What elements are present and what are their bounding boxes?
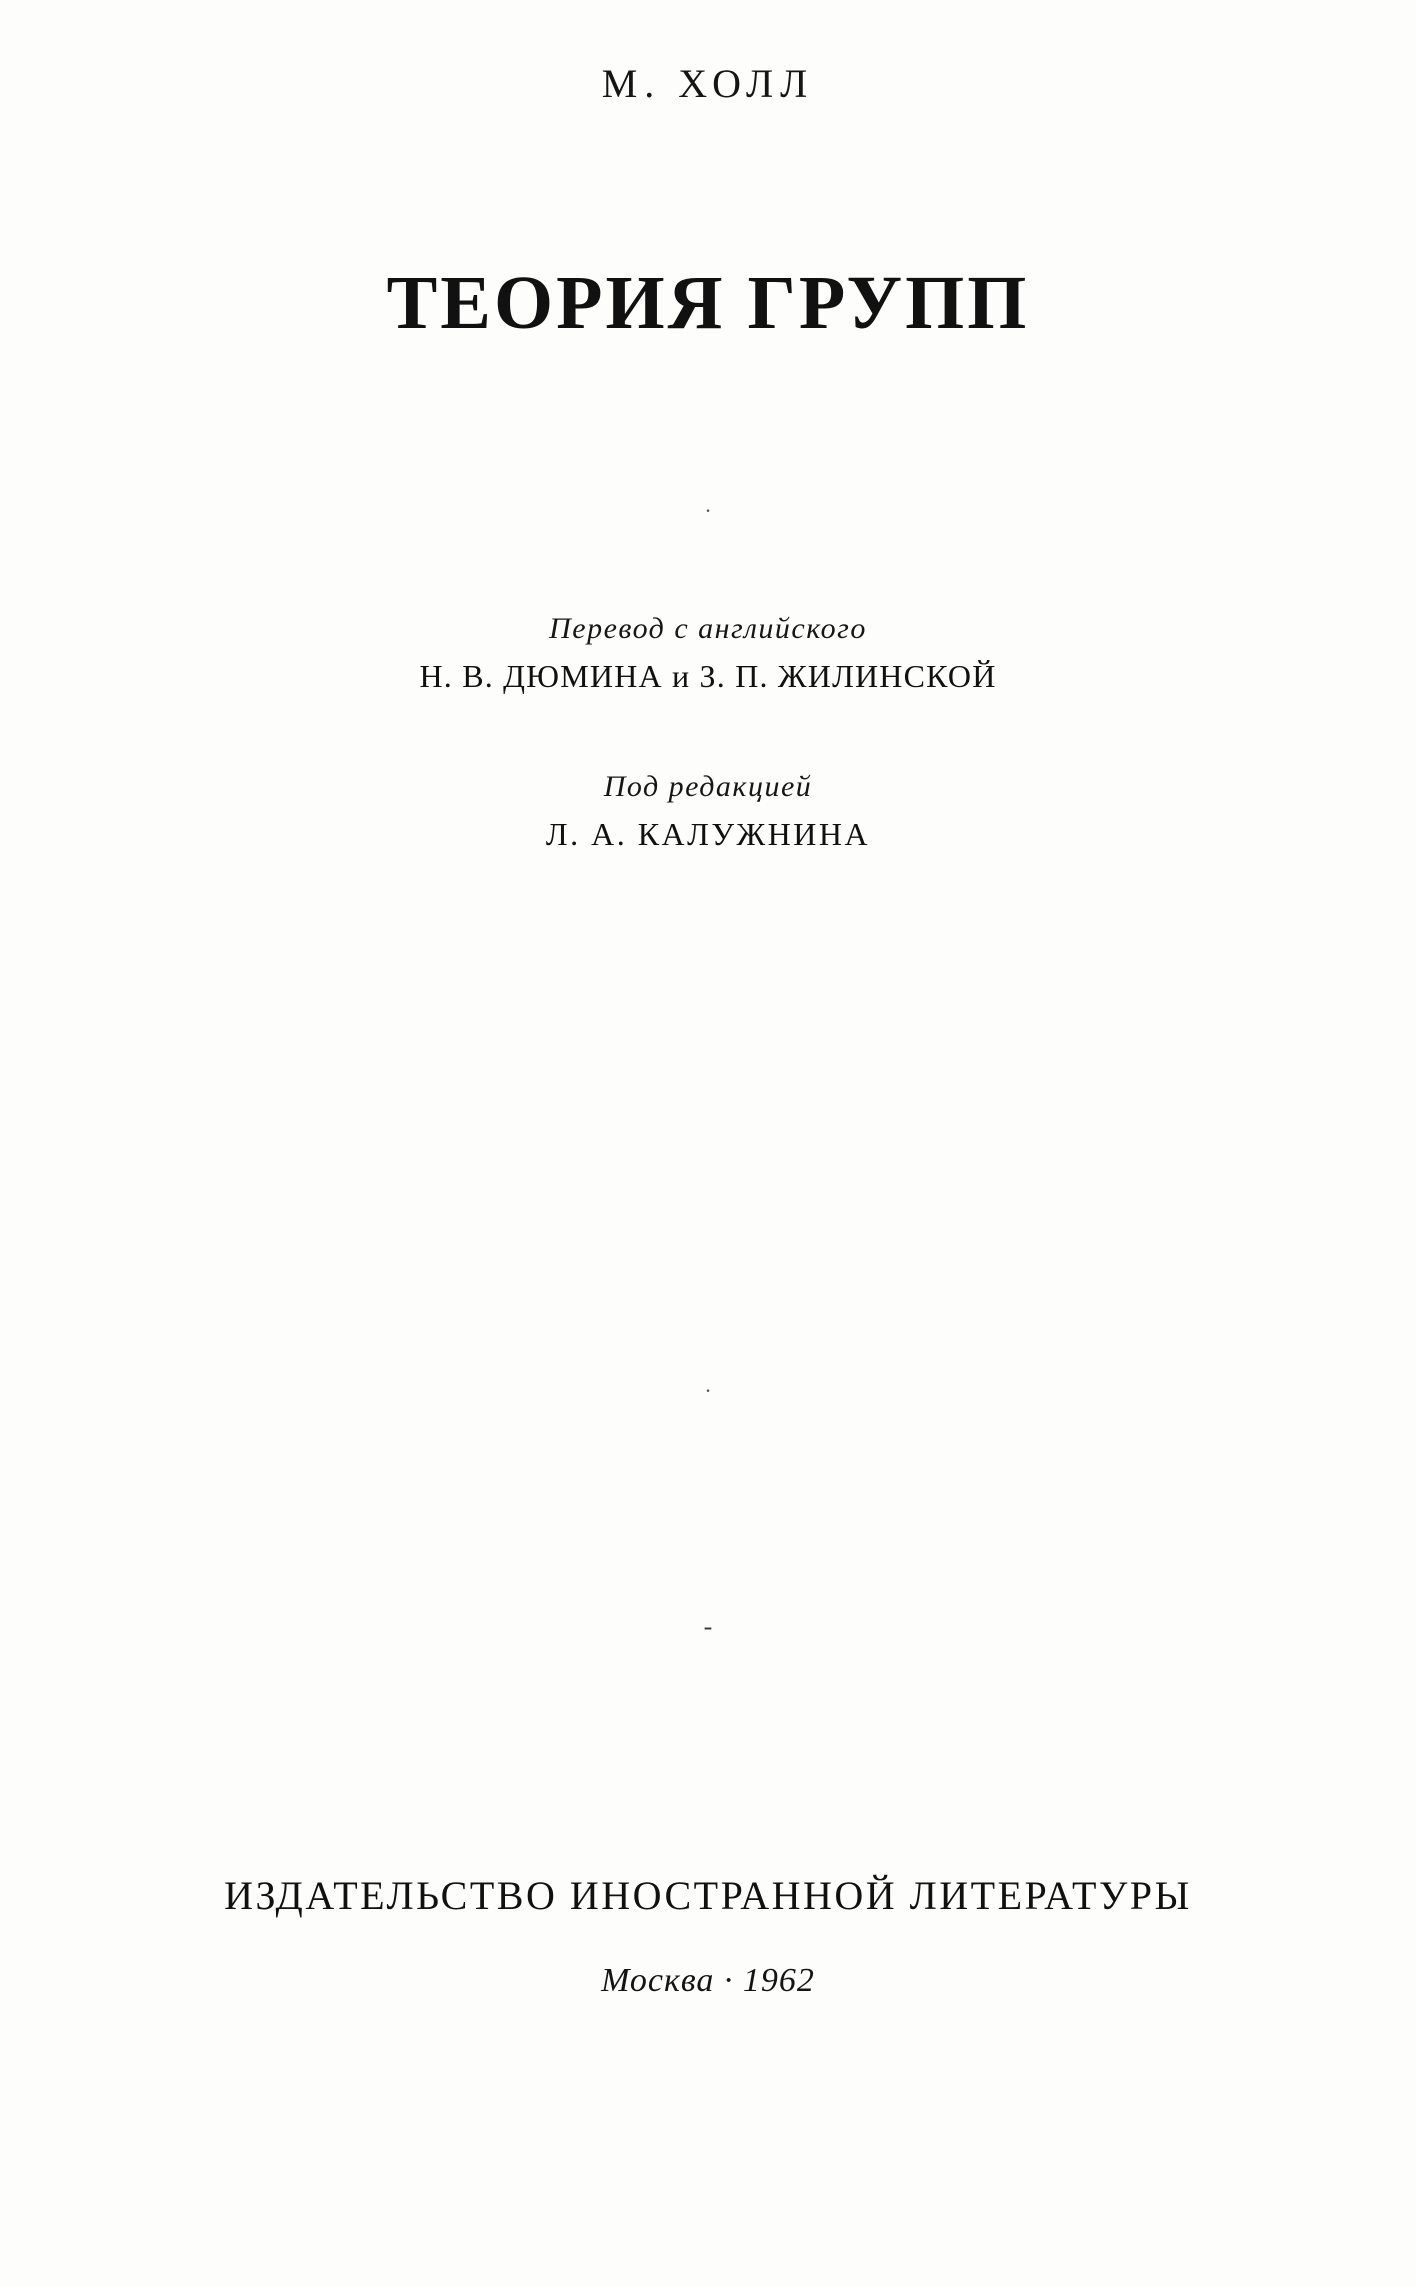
editor-name: Л. А. КАЛУЖНИНА — [545, 816, 871, 852]
translation-label: Перевод с английского — [549, 612, 867, 645]
ornament-dot-upper: · — [704, 498, 712, 523]
editor-label: Под редакцией — [603, 770, 813, 803]
book-title: ТЕОРИЯ ГРУПП — [386, 261, 1030, 345]
ornament-dash: - — [703, 1612, 713, 1641]
author-name: М. ХОЛЛ — [601, 61, 815, 106]
translator-names: Н. В. ДЮМИНА и З. П. ЖИЛИНСКОЙ — [419, 658, 997, 694]
editor-block — [0, 770, 1416, 853]
ornament-dot-lower: · — [704, 1378, 712, 1403]
translation-block — [0, 612, 1416, 695]
imprint-city-year: Москва · 1962 — [601, 1962, 815, 1999]
publisher-name: ИЗДАТЕЛЬСТВО ИНОСТРАННОЙ ЛИТЕРАТУРЫ — [224, 1873, 1192, 1918]
